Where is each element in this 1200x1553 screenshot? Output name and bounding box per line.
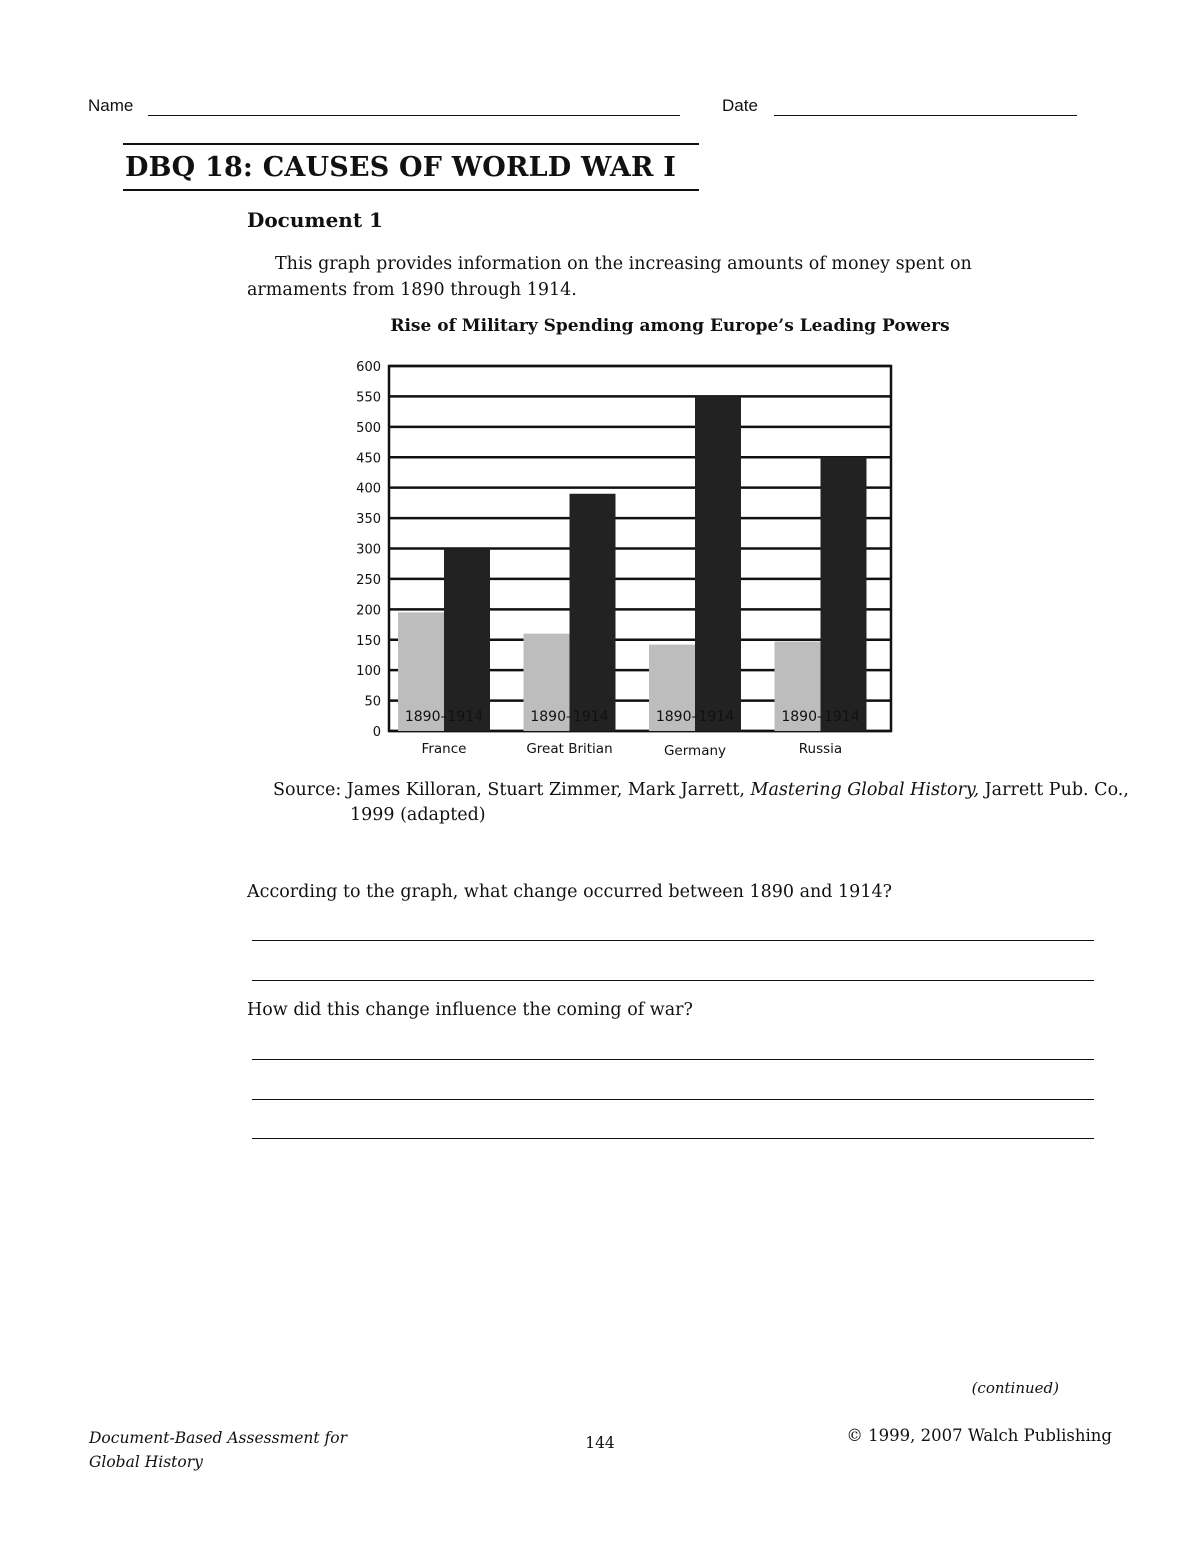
y-tick-label: 300 (356, 542, 381, 558)
y-tick-label: 500 (356, 420, 381, 436)
bar-label: 1890–1914 (781, 709, 860, 725)
bar (570, 494, 616, 731)
bar-label: 1890–1914 (655, 709, 735, 725)
bar-chart (340, 355, 920, 765)
name-label: Name (88, 96, 134, 115)
source-label: Source: (273, 780, 342, 800)
y-tick-label: 600 (356, 360, 381, 375)
answer-line[interactable] (252, 1138, 1094, 1139)
page-title: DBQ 18: CAUSES OF WORLD WAR I (123, 143, 699, 191)
footer-publication-line1: Document-Based Assessment for (89, 1429, 348, 1447)
answer-line[interactable] (252, 940, 1094, 941)
intro-text: This graph provides information on the increasing amounts of money spent on armaments from 1890 through 1914. (247, 254, 972, 300)
x-tick-label: Germany (663, 743, 727, 759)
y-tick-label: 0 (372, 725, 381, 740)
page-number: 144 (585, 1434, 615, 1452)
y-tick-label: 450 (356, 451, 381, 467)
question-2: How did this change influence the coming of war? (247, 1000, 693, 1020)
name-field[interactable] (148, 98, 680, 116)
answer-line[interactable] (252, 1059, 1094, 1060)
x-tick-label: Great Britian (526, 741, 613, 757)
date-field[interactable] (774, 98, 1077, 116)
y-tick-label: 200 (356, 603, 381, 619)
chart-title: Rise of Military Spending among Europe’s Leading Powers (390, 316, 950, 336)
bar-label: 1890–1914 (404, 709, 484, 725)
bar (821, 457, 867, 731)
source-book: Mastering Global History, (750, 780, 980, 800)
copyright: © 1999, 2007 Walch Publishing (846, 1426, 1112, 1445)
x-tick-label: Russia (798, 741, 843, 757)
source-citation (273, 778, 1170, 828)
continued-note: (continued) (971, 1379, 1059, 1397)
bar-label: 1890–1914 (530, 709, 609, 725)
y-tick-label: 150 (356, 633, 381, 649)
footer-publication-line2: Global History (89, 1453, 203, 1471)
bar (444, 549, 490, 732)
x-tick-label: France (421, 741, 467, 757)
y-tick-label: 100 (356, 664, 381, 680)
y-tick-label: 400 (356, 481, 381, 497)
y-tick-label: 50 (364, 694, 381, 710)
y-tick-label: 250 (356, 572, 381, 588)
answer-line[interactable] (252, 1099, 1094, 1100)
date-label: Date (722, 96, 758, 115)
answer-line[interactable] (252, 980, 1094, 981)
document-heading: Document 1 (247, 208, 383, 232)
source-publisher: Jarrett Pub. Co., 1999 (adapted) (350, 780, 1129, 825)
y-tick-label: 350 (356, 512, 381, 528)
bar (695, 396, 741, 731)
source-authors: James Killoran, Stuart Zimmer, Mark Jarrett, (346, 780, 745, 800)
question-1: According to the graph, what change occurred between 1890 and 1914? (247, 882, 892, 902)
y-tick-label: 550 (356, 390, 381, 406)
